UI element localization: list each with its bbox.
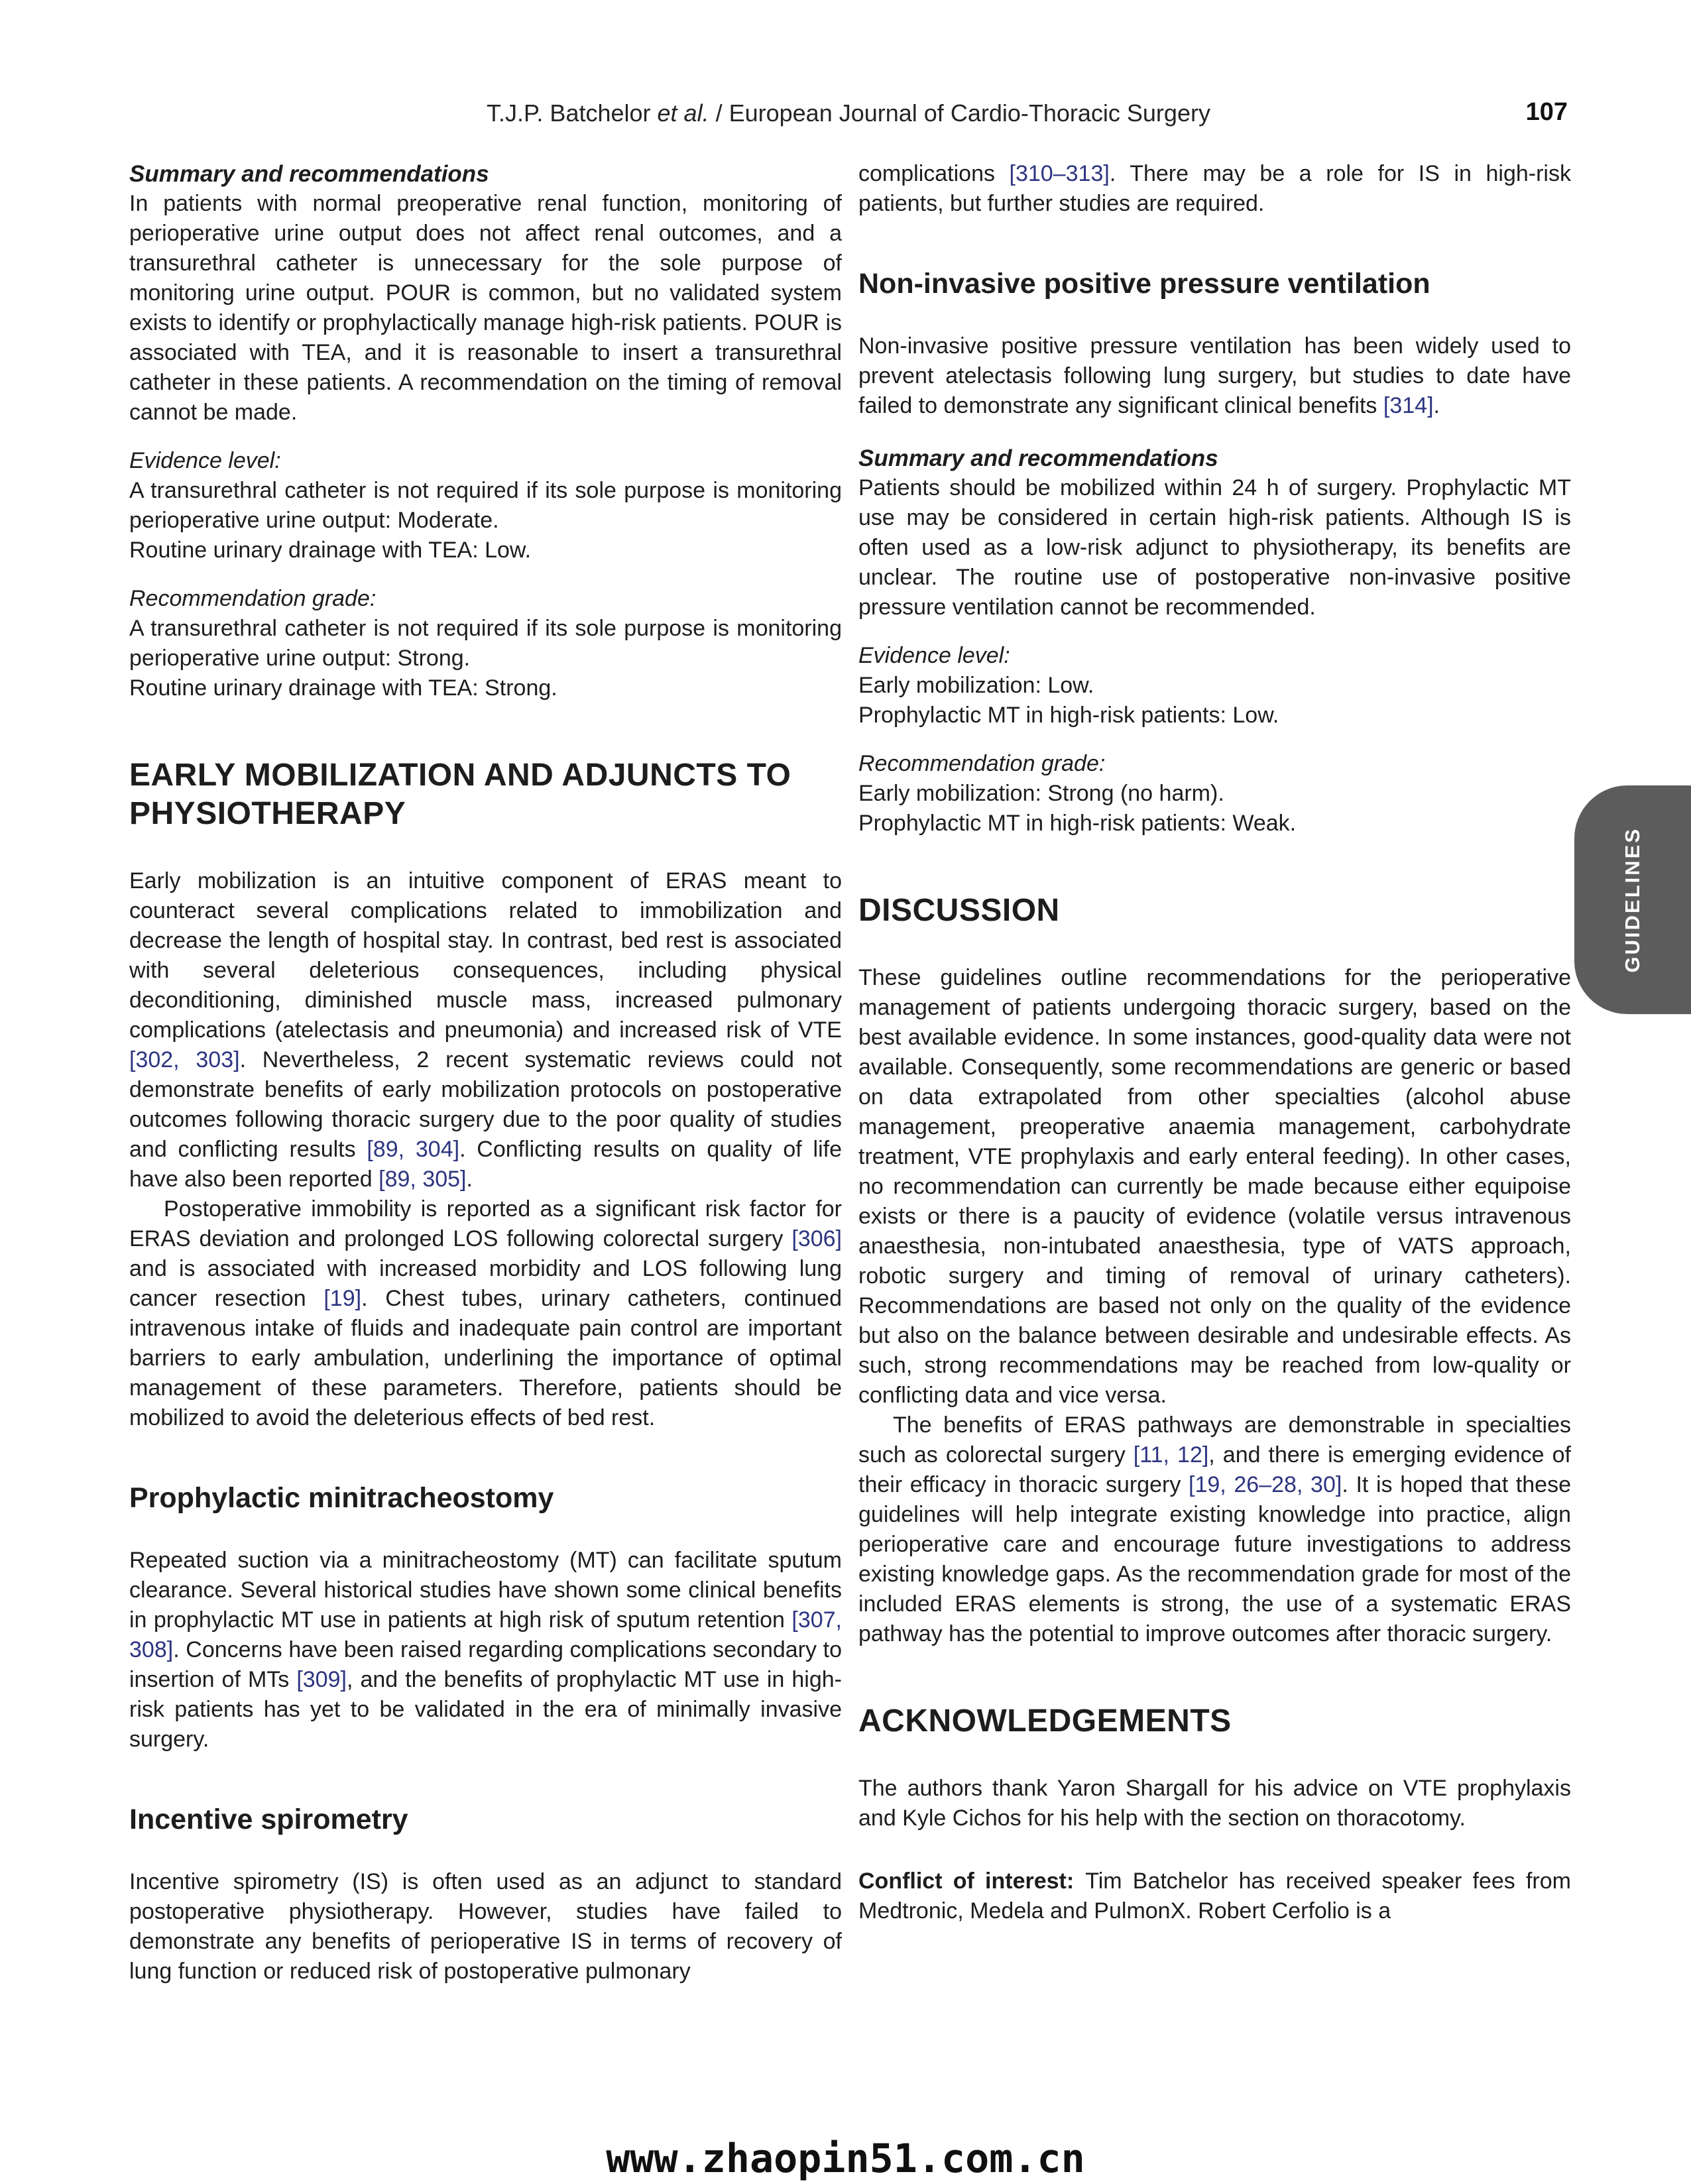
citation: [306] <box>791 1226 842 1251</box>
running-title-journal: / European Journal of Cardio-Thoracic Surgery <box>709 99 1210 127</box>
page-number: 107 <box>1525 98 1568 126</box>
text-line: Early mobilization: Strong (no harm). <box>858 781 1224 806</box>
subsection-heading: Prophylactic minitracheostomy <box>129 1482 554 1514</box>
section-heading: ACKNOWLEDGEMENTS <box>858 1703 1232 1739</box>
text-run: Tim Batchelor has received speaker fees from Medtronic, Medela and PulmonX. Robert Cerfolio is a <box>858 1868 1571 1924</box>
text-line: Prophylactic MT in high-risk patients: Weak. <box>858 811 1297 836</box>
paragraph <box>858 473 1571 622</box>
subsection-heading: Incentive spirometry <box>129 1804 408 1835</box>
recommendation-lines <box>858 779 1571 838</box>
text-line: Routine urinary drainage with TEA: Strong. <box>129 675 557 701</box>
text-run: Postoperative immobility is reported as a significant risk factor for ERAS deviation and prolonged LOS following colorectal surgery <box>129 1196 842 1251</box>
text-run: . <box>1433 393 1440 418</box>
italic-heading: Recommendation grade: <box>858 751 1106 776</box>
italic-heading: Evidence level: <box>129 448 281 473</box>
text-run: . There may be a role for IS in high-risk patients, but further studies are required. <box>858 161 1571 216</box>
text-run: . Conflicting results on quality of life have also been reported <box>129 1137 842 1192</box>
text-run: Non-invasive positive pressure ventilation has been widely used to prevent atelectasis following lung surgery, but studies to date have failed to demonstrate any significant clinical benefits <box>858 333 1571 418</box>
text-line: Early mobilization: Low. <box>858 673 1094 698</box>
text-run: , and the benefits of prophylactic MT use in high-risk patients has yet to be validated in the era of minimally invasive surgery. <box>129 1667 842 1752</box>
text-line: Routine urinary drainage with TEA: Low. <box>129 538 532 563</box>
text-run: . It is hoped that these guidelines will help integrate existing knowledge into practice, align perioperative care and encourage future investigations to address existing knowledge gaps. As the recommendation grade for most of the included ERAS elements is strong, the use of a systematic ERAS pathway has the potential to improve outcomes after thoracic surgery. <box>858 1472 1571 1646</box>
text-run: Repeated suction via a minitracheostomy (MT) can facilitate sputum clearance. Several historical studies have shown some clinical benefits in prophylactic MT use in patients at high risk of sputum retention <box>129 1548 842 1633</box>
text-run: and is associated with increased morbidity and LOS following lung cancer resection <box>129 1256 842 1311</box>
recommendation-lines <box>858 671 1571 730</box>
paragraph <box>858 1410 1571 1649</box>
paragraph <box>129 866 842 1194</box>
paragraph <box>129 1867 842 1986</box>
text-run: The benefits of ERAS pathways are demonstrable in specialties such as colorectal surgery <box>858 1412 1571 1467</box>
text-run: Incentive spirometry (IS) is often used as an adjunct to standard postoperative physiotherapy. However, studies have failed to demonstrate any benefits of perioperative IS in terms of recovery of lung function or reduced risk of postoperative pulmonary <box>129 1869 842 1984</box>
recommendation-lines <box>129 476 842 565</box>
text-run: . Chest tubes, urinary catheters, continued intravenous intake of fluids and inadequate pain control are important barriers to early ambulation, underlining the importance of optimal management of these parameters. Therefore, patients should be mobilized to avoid the deleterious effects of bed rest. <box>129 1286 843 1430</box>
citation: [19] <box>323 1286 362 1311</box>
text-run: . Nevertheless, 2 recent systematic reviews could not demonstrate benefits of early mobilization protocols on postoperative outcomes following thoracic surgery due to the poor quality of studies and conflicting results <box>129 1047 842 1162</box>
citation: [19, 26–28, 30] <box>1189 1472 1342 1497</box>
running-title <box>129 99 1568 127</box>
text-line: A transurethral catheter is not required if its sole purpose is monitoring perioperative urine output: Moderate. <box>129 478 842 533</box>
text-run: Early mobilization is an intuitive component of ERAS meant to counteract several complications related to immobilization and decrease the length of hospital stay. In contrast, bed rest is associated with several deleterious consequences, including physical deconditioning, diminished muscle mass, increased pulmonary complications (atelectasis and pneumonia) and increased risk of VTE <box>129 868 842 1043</box>
section-heading: DISCUSSION <box>858 893 1060 928</box>
paragraph <box>858 1867 1571 1926</box>
citation: [11, 12] <box>1133 1442 1209 1467</box>
text-run: complications <box>858 161 1010 186</box>
running-title-authors: T.J.P. Batchelor <box>487 99 651 127</box>
citation: [89, 304] <box>367 1137 460 1162</box>
paragraph <box>858 159 1571 219</box>
running-title-etal: et al. <box>657 99 709 127</box>
text-run: These guidelines outline recommendations for the perioperative management of patients undergoing thoracic surgery, based on the best available evidence. In some instances, good-quality data were not available. Consequently, some recommendations are generic or based on data extrapolated from other specialties (alcohol abuse management, preoperative anaemia management, carbohydrate treatment, VTE prophylaxis and early enteral feeding). In other cases, no recommendation can currently be made because either equipoise exists or there is a paucity of evidence (volatile versus intravenous anaesthesia, non-intubated anaesthesia, type of VATS approach, robotic surgery and timing of removal of urinary catheters). Recommendations are based not only on the quality of the evidence but also on the balance between desirable and undesirable effects. As such, strong recommendations may be reached from low-quality or conflicting data and vice versa. <box>858 965 1571 1408</box>
right-column <box>858 159 1571 1926</box>
text-run: , and there is emerging evidence of their efficacy in thoracic surgery <box>858 1442 1571 1497</box>
citation: [89, 305] <box>379 1167 467 1192</box>
text-run: . <box>466 1167 473 1192</box>
text-run: Patients should be mobilized within 24 h of surgery. Prophylactic MT use may be considered in certain high-risk patients. Although IS is often used as a low-risk adjunct to physiotherapy, its benefits are unclear. The routine use of postoperative non-invasive positive pressure ventilation cannot be recommended. <box>858 475 1571 620</box>
paragraph <box>129 1546 842 1754</box>
paragraph <box>129 189 842 428</box>
text-run: The authors thank Yaron Shargall for his advice on VTE prophylaxis and Kyle Cichos for his help with the section on thoracotomy. <box>858 1776 1571 1831</box>
text-run: . Concerns have been raised regarding complications secondary to insertion of MTs <box>129 1637 842 1692</box>
citation: [302, 303] <box>129 1047 240 1072</box>
text-run: Conflict of interest: <box>858 1868 1075 1894</box>
paragraph <box>129 1194 842 1433</box>
guidelines-side-tab-label: GUIDELINES <box>1621 827 1644 973</box>
citation: [309] <box>296 1667 347 1692</box>
italic-heading: Evidence level: <box>858 643 1010 668</box>
citation: [307, 308] <box>129 1607 842 1662</box>
subsection-heading: Non-invasive positive pressure ventilation <box>858 268 1430 300</box>
watermark-url: www.zhaopin51.com.cn <box>606 2136 1085 2182</box>
summary-heading: Summary and recommendations <box>129 161 489 187</box>
paragraph <box>858 1774 1571 1833</box>
citation: [314] <box>1383 393 1434 418</box>
text-run: In patients with normal preoperative renal function, monitoring of perioperative urine output does not affect renal outcomes, and a transurethral catheter is unnecessary for the sole purpose of monitoring urine output. POUR is common, but no validated system exists to identify or prophylactically manage high-risk patients. POUR is associated with TEA, and it is reasonable to insert a transurethral catheter in these patients. A recommendation on the timing of removal cannot be made. <box>129 191 842 425</box>
italic-heading: Recommendation grade: <box>129 586 377 611</box>
section-heading: EARLY MOBILIZATION AND ADJUNCTS TO PHYSIOTHERAPY <box>129 758 791 831</box>
summary-heading: Summary and recommendations <box>858 445 1218 471</box>
left-column <box>129 159 842 1986</box>
text-line: Prophylactic MT in high-risk patients: Low. <box>858 703 1279 728</box>
recommendation-lines <box>129 614 842 703</box>
text-line: A transurethral catheter is not required if its sole purpose is monitoring perioperative urine output: Strong. <box>129 616 842 671</box>
citation: [310–313] <box>1009 161 1110 186</box>
paragraph <box>858 963 1571 1410</box>
guidelines-side-tab <box>1574 785 1691 1014</box>
running-header <box>129 99 1568 133</box>
paragraph <box>858 331 1571 421</box>
